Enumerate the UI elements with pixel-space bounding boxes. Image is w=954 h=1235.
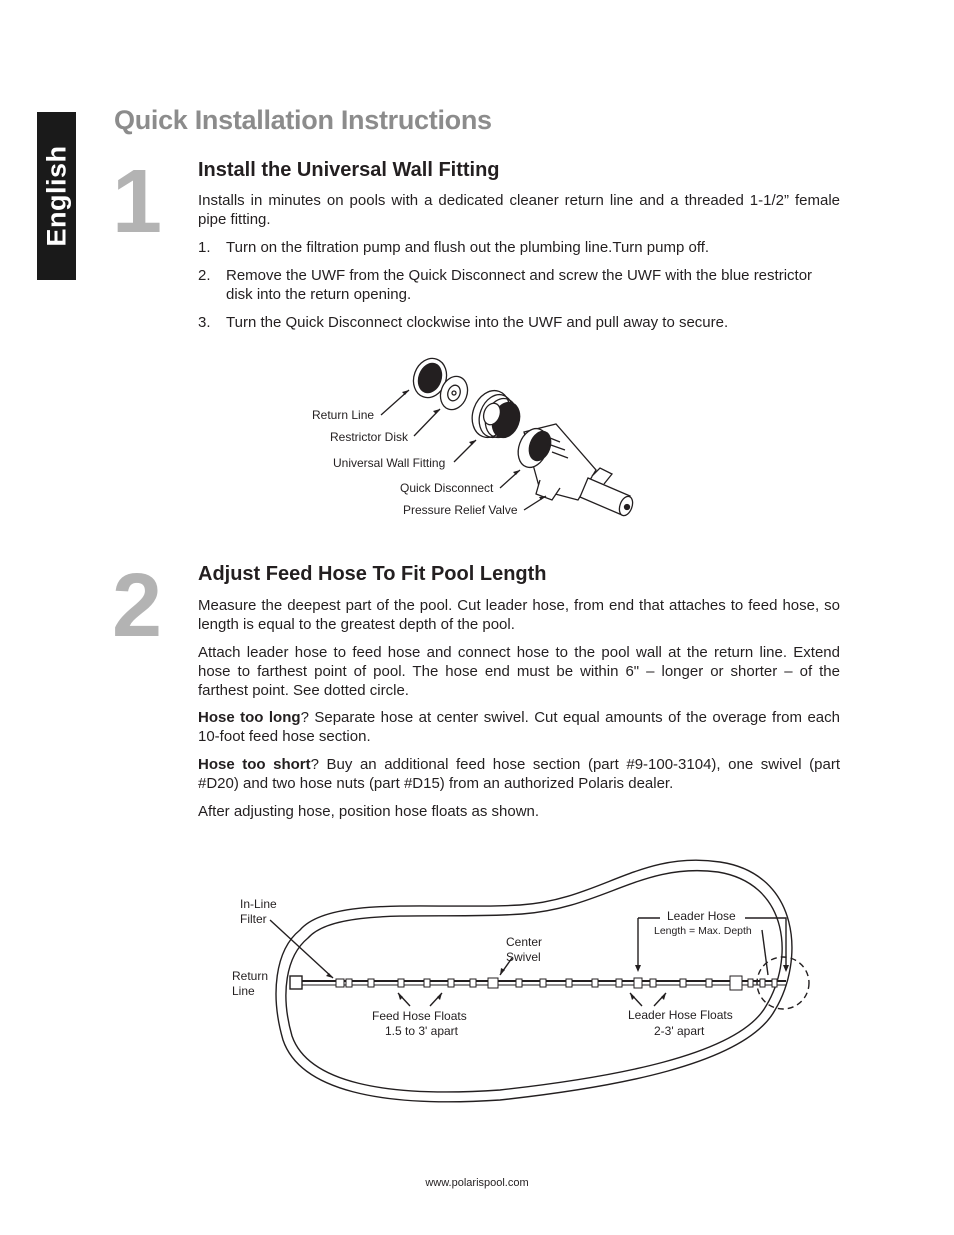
label-leader-hose-note: Length = Max. Depth: [654, 925, 752, 937]
hose-too-long-label: Hose too long: [198, 709, 301, 726]
step2-title: Adjust Feed Hose To Fit Pool Length: [198, 563, 547, 585]
label-feed-hose-floats: Feed Hose Floats: [372, 1009, 467, 1023]
language-tab-label: English: [41, 145, 71, 247]
step1-intro: Installs in minutes on pools with a dedicated cleaner return line and a threaded 1-1/2” female pipe fitting.: [198, 192, 840, 228]
label-leader-hose: Leader Hose: [667, 909, 736, 923]
step1-item-text: Turn the Quick Disconnect clockwise into the UWF and pull away to secure.: [226, 314, 729, 331]
label-universal-wall-fitting: Universal Wall Fitting: [333, 456, 446, 470]
label-leader-hose-floats: Leader Hose Floats: [628, 1008, 733, 1022]
step2-paragraph-2: Attach leader hose to feed hose and connect hose to the pool wall at the return line. Extend hose to farthest point of pool. The hose end must be within 6" – longer or shorter – of the farthest point. See dotted circle.: [198, 644, 840, 699]
label-feed-hose-floats-note: 1.5 to 3' apart: [385, 1024, 459, 1038]
step1-item-number: 3.: [198, 314, 211, 331]
label-restrictor-disk: Restrictor Disk: [330, 430, 409, 444]
footer-url: www.polarispool.com: [425, 1177, 529, 1189]
hose-too-short-label: Hose too short: [198, 756, 311, 773]
label-inline-filter-line1: In-Line: [240, 897, 277, 911]
step2-paragraph-5: After adjusting hose, position hose floats as shown.: [198, 803, 540, 820]
step1-item-number: 2.: [198, 267, 211, 284]
label-leader-hose-floats-note: 2-3' apart: [654, 1024, 705, 1038]
label-inline-filter-line2: Filter: [240, 912, 267, 926]
hose-too-long-text: ? Separate hose at center swivel. Cut equal amounts of the overage from each 10-foot feed hose section.: [198, 709, 840, 745]
step1-item-text: Turn on the filtration pump and flush out the plumbing line.Turn pump off.: [226, 239, 710, 256]
label-center-swivel-1: Center: [506, 935, 543, 949]
label-return-line: Return Line: [312, 408, 375, 422]
step-number-1: 1: [112, 152, 163, 252]
step-number-2: 2: [112, 556, 163, 656]
label-return-line-1: Return: [232, 969, 269, 983]
step1-item-number: 1.: [198, 239, 211, 256]
step1-item-text: Remove the UWF from the Quick Disconnect and screw the UWF with the blue restrictor disk into the return opening.: [226, 267, 813, 303]
step2-paragraph-1: Measure the deepest part of the pool. Cut leader hose, from end that attaches to feed hose, so length is equal to the greatest depth of the pool.: [198, 597, 840, 633]
label-return-line-2: Line: [232, 984, 255, 998]
page-title: Quick Installation Instructions: [114, 105, 492, 135]
label-quick-disconnect: Quick Disconnect: [400, 481, 494, 495]
step1-title: Install the Universal Wall Fitting: [198, 159, 500, 181]
label-pressure-relief-valve: Pressure Relief Valve: [403, 503, 518, 517]
label-center-swivel-2: Swivel: [506, 950, 541, 964]
hose-too-short-text: ? Buy an additional feed hose section (part #9-100-3104), one swivel (part #D20) and two hose nuts (part #D15) from an authorized Polaris dealer.: [198, 756, 840, 792]
